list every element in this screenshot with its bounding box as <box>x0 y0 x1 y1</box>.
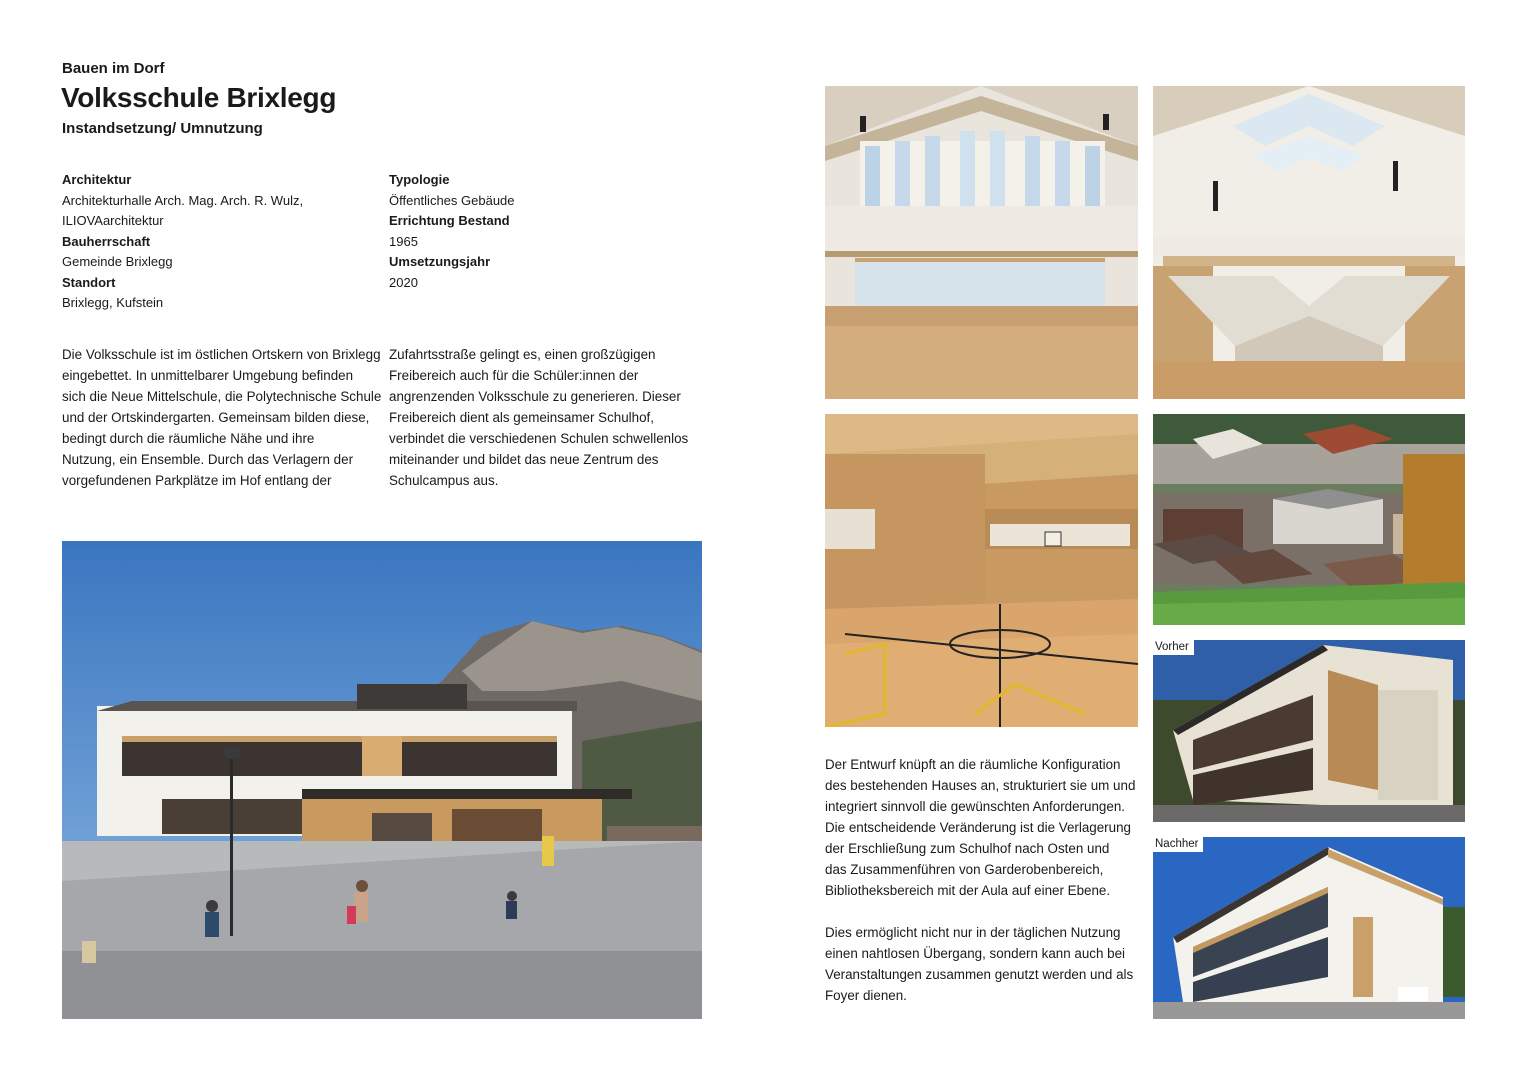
photo-gymnasium <box>825 414 1138 727</box>
text-line: Foyer dienen. <box>825 988 907 1003</box>
fact-value-line: Öffentliches Gebäude <box>389 192 515 208</box>
text-line: Bibliotheksbereich mit der Aula auf einer Ebene. <box>825 883 1111 898</box>
text-line: Freibereich auch für die Schüler:innen der <box>389 368 639 383</box>
text-line: miteinander und bildet das neue Zentrum des <box>389 452 659 467</box>
facts-right <box>389 170 689 293</box>
text-line: das Zusammenführen von Garderobenbereich, <box>825 862 1104 877</box>
fact-value-line: ILIOVAarchitektur <box>62 213 164 228</box>
text-line: Schulcampus aus. <box>389 473 499 488</box>
body-text-col1 <box>62 344 382 491</box>
text-line: Die Volksschule ist im östlichen Ortskern von Brixlegg <box>62 347 381 362</box>
photo-aerial-village <box>1153 414 1465 625</box>
text-line: Veranstaltungen zusammen genutzt werden und als <box>825 967 1134 982</box>
text-line: Dies ermöglicht nicht nur in der täglichen Nutzung <box>825 925 1121 940</box>
fact-label-errichtung: Errichtung Bestand <box>389 213 510 228</box>
text-line: Die entscheidende Veränderung ist die Verlagerung <box>825 820 1131 835</box>
text-line: angrenzenden Volksschule zu generieren. Dieser <box>389 389 681 404</box>
fact-value-line: 1965 <box>389 233 418 249</box>
section-kicker: Bauen im Dorf <box>62 60 165 77</box>
fact-value-line: Architekturhalle Arch. Mag. Arch. R. Wulz, <box>62 192 304 208</box>
text-line: der Erschließung zum Schulhof nach Osten und <box>825 841 1110 856</box>
text-line: Nutzung, ein Ensemble. Durch das Verlagern der <box>62 452 354 467</box>
photo-before <box>1153 640 1465 822</box>
text-line: bedingt durch die räumliche Nähe und ihre <box>62 431 315 446</box>
fact-value-line: 2020 <box>389 274 418 290</box>
photo-aula-stairs <box>1153 86 1465 399</box>
text-line: einen nahtlosen Übergang, sondern kann auch bei <box>825 946 1126 961</box>
photo-after <box>1153 837 1465 1019</box>
label-before: Vorher <box>1153 640 1194 655</box>
text-line: Der Entwurf knüpft an die räumliche Konfiguration <box>825 757 1121 772</box>
fact-label-typologie: Typologie <box>389 172 450 187</box>
text-line: vorgefundenen Parkplätze im Hof entlang der <box>62 473 332 488</box>
text-line: Freibereich dient als gemeinsamer Schulhof, <box>389 410 654 425</box>
fact-label-architektur: Architektur <box>62 172 132 187</box>
fact-value-line: Brixlegg, Kufstein <box>62 295 164 310</box>
fact-value-line: Gemeinde Brixlegg <box>62 254 173 269</box>
text-line: integriert sinnvoll die gewünschten Anforderungen. <box>825 799 1125 814</box>
body-text-col2 <box>389 344 709 491</box>
label-after: Nachher <box>1153 837 1203 852</box>
page-subtitle: Instandsetzung/ Umnutzung <box>62 120 263 137</box>
text-line: verbindet die verschiedenen Schulen schwellenlos <box>389 431 689 446</box>
fact-label-bauherrschaft: Bauherrschaft <box>62 233 151 249</box>
text-line: des bestehenden Hauses an, strukturiert sie um und <box>825 778 1136 793</box>
text-line: und der Ortskindergarten. Gemeinsam bilden diese, <box>62 410 370 425</box>
text-line: Zufahrtsstraße gelingt es, einen großzügigen <box>389 347 656 362</box>
text-line: eingebettet. In unmittelbarer Umgebung befinden <box>62 368 354 383</box>
text-line: sich die Neue Mittelschule, die Polytechnische Schule <box>62 389 382 404</box>
fact-label-standort: Standort <box>62 274 116 290</box>
photo-school-exterior <box>62 541 702 1019</box>
facts-left <box>62 170 362 314</box>
fact-label-umsetzungsjahr: Umsetzungsjahr <box>389 254 491 269</box>
page-title: Volksschule Brixlegg <box>61 82 337 113</box>
body-text-col3 <box>825 754 1145 1006</box>
paragraph-spacer <box>825 901 1145 922</box>
photo-aula-hall <box>825 86 1138 399</box>
